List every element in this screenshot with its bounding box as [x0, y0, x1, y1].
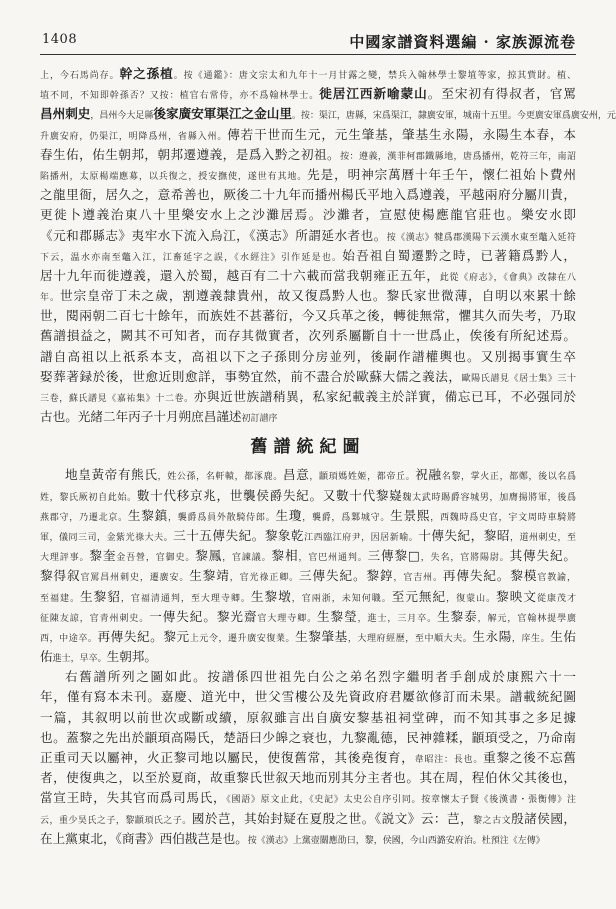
main-text: 在上黨東北，《商書》西伯戡芑是也。: [40, 830, 248, 846]
main-text: 國於芑，其始封疑在夏殷之世。《説文》云：芑，: [191, 810, 474, 826]
text-line: [40, 687, 576, 707]
page-number: 1408: [42, 32, 78, 47]
annotation-text: ，姓公孫，名軒轅，都涿鹿。: [157, 472, 283, 483]
main-text: 生黎瑩: [317, 608, 358, 624]
main-text: 一篇，其叙明以前世次或斷或續，原叙雖言出自廣安黎基祖祠堂碑，而不知其事之多足據: [40, 709, 576, 725]
main-text: 黎得叙: [40, 568, 81, 584]
main-text: 三傳黎□: [367, 548, 421, 564]
text-line: [40, 185, 576, 205]
annotation-text: ，顓頊媽姓姬，都帝丘。: [309, 472, 416, 483]
main-text: 至元無紀: [391, 588, 447, 604]
main-text: 黎錞: [366, 568, 394, 584]
main-text: 黎光齋: [216, 608, 258, 624]
annotation-text: ，進士，三月卒。: [357, 613, 438, 624]
text-line: [40, 486, 576, 506]
main-text: 黎元: [163, 628, 190, 644]
text-line: [40, 587, 576, 607]
annotation-text: 魏太武時賜爵容城男，加膺揚將軍，後爲: [402, 492, 577, 503]
annotation-text: ，官兩浙，未知何職。: [291, 593, 392, 604]
main-text: 其傳失紀。: [509, 548, 577, 564]
annotation-text: 按章懷太子賢《後漢書・張衡傳》注: [421, 795, 576, 806]
annotation-text: 官大理寺卿。: [257, 613, 318, 624]
main-text: 譜自高祖以上祇系本支，高祖以下之子孫則分房並列，後嗣作譜權輿也。又別揭事實生卒: [40, 348, 576, 364]
text-line: [40, 748, 576, 768]
main-text: 更徙卜遵義治東八十里樂安水上之沙灘居焉。沙灘者，宣慰使楊應龍官莊也。樂安水即: [40, 207, 576, 223]
main-text: 之龍里衙，居久之，意希善也，厥後二十九年而播州楊氏平地入爲遵義，平越兩府分屬川貴，: [40, 187, 576, 203]
annotation-text: ，官福清通判，至大理寺卿。: [120, 593, 251, 604]
text-line: [40, 145, 576, 165]
annotation-text: 官教諭，: [537, 573, 577, 584]
annotation-text: 名黎，掌火正，都鄭，後以名爲: [441, 472, 577, 483]
main-text: 亦與近世族譜稍異，私家紀載義主於詳實，備忘已耳，不必强同於: [193, 389, 576, 404]
text-line: [40, 205, 576, 225]
annotation-text: ，襲爵，爲鄴城守。: [302, 512, 391, 523]
main-text: 地皇黃帝有熊氏: [65, 467, 158, 483]
annotation-text: 進士，早卒。: [52, 654, 107, 665]
genealogy-chart-text: [40, 465, 576, 667]
main-text: 生黎肇基: [295, 628, 348, 644]
main-text: 生黎靖: [189, 568, 230, 584]
annotation-text: ，官巴州通判。: [298, 553, 368, 564]
annotation-text: 《國語》原文止此，《史記》太史公自序引同。: [226, 795, 422, 806]
main-text: 佑: [40, 649, 53, 665]
annotation-text: 按《漢志》犍爲郡漢陽下云漢水東至鼈入延符: [386, 232, 576, 243]
main-text: 黎鳳: [195, 548, 223, 564]
text-line: [40, 708, 576, 728]
annotation-text: 此從《府志》，《會典》改隸在八: [439, 272, 576, 283]
main-text: 生黎貂: [80, 588, 121, 604]
text-line: [40, 326, 576, 346]
annotation-text: 征陳友諒，官青州刺史。: [40, 613, 150, 624]
text-line: [40, 829, 576, 849]
annotation-text: 大理評事。: [40, 553, 90, 564]
main-text: 者，使復典之，以至於夏商，故重黎氏世叙天地而別其分主者也。其在周，程伯休父其後也，: [40, 770, 576, 786]
main-text: 黎映文: [496, 588, 537, 604]
main-text: 娶葬著録於後，世愈近則愈詳，事勢宜然，前不盡合於歐蘇大儒之義法，: [40, 368, 462, 384]
text-line: [40, 768, 576, 788]
main-text: 生黎泰: [437, 608, 478, 624]
main-text: 再傳失紀。: [97, 628, 164, 644]
main-text: 再傳失紀。: [442, 568, 511, 584]
main-text: 又數十代黎嶷: [322, 487, 403, 503]
main-text: 正重司天以屬神，火正黎司地以屬民，使復舊常，其後堯復育，: [40, 750, 415, 765]
annotation-text: 。按《通鑑》：唐文宗太和九年十一月甘露之變，禁兵入翰林學士黎埴等家，掠其貲財。植、: [173, 71, 576, 81]
main-text: 世，閱兩朝二百七十餘年，而族姓不甚蕃衍，今又兵革之後，轉徙無常，懼其久而失考，乃取: [40, 308, 576, 324]
text-line: [40, 64, 576, 84]
text-line: [40, 607, 576, 627]
main-text: 三十五傳失紀。黎象乾: [173, 527, 305, 543]
text-line: [40, 506, 576, 526]
annotation-text: 歐陽氏譜見《居士集》三十: [461, 373, 576, 384]
annotation-text: 黎之古文: [473, 815, 512, 826]
main-text: 徙居江西新喻蒙山: [319, 86, 428, 102]
annotation-text: 埴不同，不知即幹孫否？又按：植官右常侍，亦不爲翰林學士。: [40, 91, 320, 102]
preface-paragraph: [40, 64, 616, 427]
text-line: [40, 809, 576, 829]
main-text: 始吾祖自蜀遷黔之時，已著籍爲黔人，: [342, 247, 576, 263]
text-line: [40, 407, 576, 427]
main-text: 生佑: [550, 628, 576, 644]
text-line: [40, 627, 576, 647]
text-line: [40, 465, 576, 485]
annotation-text: 云，重少昊氏之子，黎顓頊氏之子。: [40, 815, 192, 826]
text-line: [40, 286, 576, 306]
text-line: [40, 788, 576, 808]
annotation-text: 升廣安府，仍渠江，明降爲州，省縣入州。: [40, 131, 228, 142]
annotation-text: 韋昭注：長也。: [414, 755, 484, 765]
text-line: [40, 266, 576, 286]
text-line: [40, 84, 576, 104]
main-text: 生黎墩: [250, 588, 292, 604]
main-text: 生瓊: [275, 507, 303, 523]
annotation-text: 江西臨江府尹，因居新喻。: [304, 532, 419, 543]
main-text: 生永陽: [472, 628, 512, 644]
annotation-text: 年。: [40, 293, 61, 304]
main-text: 年，僅有寫本未刊。嘉慶、道光中，世父雪樓公及先資政府君屢欲修訂而未果。譜載統紀圖: [40, 689, 576, 705]
main-text: 生黎鎮: [127, 507, 169, 523]
main-text: 黎奎: [89, 548, 117, 564]
page-header: [40, 28, 576, 55]
main-text: 右舊譜所列之圖如此。按譜係四世祖先白公之弟名烈字繼明者手創成於康熙六十一: [65, 669, 576, 685]
annotation-text: ，失名，官將陽尉。: [420, 553, 510, 564]
annotation-text: ，官諫議。: [222, 553, 272, 564]
annotation-text: 按：遵義，漢菲柯郡鐵縣地，唐爲播州，乾符三年，南詔: [340, 151, 576, 162]
annotation-text: 。按：渠江，唐縣，宋爲渠江，隸廣安軍，城南十五里。今更廣安軍爲廣安州，元: [291, 111, 616, 122]
text-line: [40, 125, 576, 145]
annotation-text: 姓，黎氏厥初自此始。: [40, 492, 137, 503]
text-line: [40, 526, 576, 546]
annotation-text: 燕郡守，乃遷北京。: [40, 512, 128, 523]
text-line: [40, 728, 576, 748]
annotation-text: ，襲爵爲員外散騎侍郎。: [168, 512, 276, 523]
main-text: 先是，明神宗萬曆十年壬午，懷仁祖始卜費州: [307, 166, 576, 182]
text-line: [40, 347, 576, 367]
main-text: 重黎之後不忘舊: [483, 750, 576, 765]
annotation-text: ，庠生。: [511, 633, 551, 644]
main-text: 傳若干世而生元，元生肇基，肇基生永陽，永陽生本春，本: [227, 126, 576, 142]
main-text: 昌意: [282, 467, 310, 483]
annotation-text: ，官吉州。: [393, 573, 443, 584]
annotation-text: 下云，温水亦南至鼈入江，江畜延字之誤，《水經注》引作延是也。: [40, 252, 343, 263]
annotation-text: ，西魏時爲史官，宇文周時車騎將: [430, 512, 576, 523]
main-text: 黎相: [271, 548, 299, 564]
main-text: 生朝邦。: [106, 649, 157, 665]
annotation-text: 金吾營，官御史。: [116, 553, 196, 564]
main-text: 舊譜損益之，闕其不可知者，而存其微實者，次列系屬斷自十一世爲止，俟後有所紀述焉。: [40, 328, 576, 344]
main-text: 昌州刺史: [40, 106, 91, 122]
main-text: 生景熙: [390, 507, 431, 523]
text-line: [40, 104, 616, 124]
main-text: 古也。光緒二年丙子十月朔庶昌謹述: [40, 409, 242, 425]
text-line: [40, 566, 576, 586]
main-text: 一傳失紀。: [149, 608, 217, 624]
main-text: 居十九年而徙遵義，還入於蜀，越百有二十六載而當我朝雍正五年，: [40, 267, 440, 283]
main-text: 數十代移京兆，世襲侯爵失紀。: [136, 487, 323, 503]
text-line: [40, 367, 576, 387]
main-text: 。至宋初有得叔者，官罵: [427, 86, 576, 102]
annotation-text: 軍，儀同三司，金紫光祿大夫。: [40, 532, 174, 543]
text-line: [40, 667, 576, 687]
main-text: 黎模: [510, 568, 538, 584]
text-line: [40, 226, 576, 246]
running-title: 中國家譜資料選編 · 家族源流卷: [349, 33, 576, 51]
annotation-text: 三卷，蘇氏譜見《嘉祐集》十二卷。: [40, 394, 194, 404]
text-line: [40, 306, 576, 326]
annotation-text: ，道州刺史，至: [509, 532, 576, 543]
annotation-text: ，解元，官翰林提學廣: [477, 613, 577, 624]
annotation-text: ，昌州今大足縣: [90, 111, 154, 122]
main-text: 《元和郡縣志》夷牢水下流入烏江，《漢志》所謂延水者也。: [40, 227, 387, 243]
annotation-text: ，官光祿正卿。: [229, 573, 300, 584]
annotation-text: ，復蒙山。: [446, 593, 497, 604]
section-title: 舊譜統紀圖: [250, 437, 366, 458]
annotation-text: 初訂譜序: [241, 414, 278, 425]
annotation-text: 官罵昌州刺史，遷廣安。: [80, 573, 190, 584]
main-text: 祝融: [415, 467, 442, 483]
main-text: 後家廣安軍渠江之金山里: [153, 106, 292, 122]
annotation-text: 陷播州，太原楊端應募，以兵復之，授安撫使，遂世有其地。: [40, 171, 308, 182]
main-text: 世宗皇帝丁未之歲，割遵義隸貴州，故又復爲黔人也。黎氏家世微薄，自明以來累十餘: [60, 288, 576, 304]
annotation-text: 西，中途卒。: [40, 633, 98, 644]
main-text: 三傳失紀。: [299, 568, 367, 584]
text-line: [40, 387, 576, 407]
page-body: [40, 64, 616, 849]
main-text: 十傳失紀，黎昭: [418, 527, 510, 543]
text-line: [40, 546, 576, 566]
annotation-text: 上元令，遷升廣安復業。: [189, 633, 296, 644]
text-line: [40, 165, 576, 185]
main-text: 也。蓋黎之先出於顓頊高陽氏，楚語曰少皞之衰也，九黎亂德，民神雜糅，顓頊受之，乃命南: [40, 729, 576, 745]
annotation-text: ，大理府經歷，至中順大夫。: [347, 633, 473, 644]
annotation-text: 至福建。: [40, 593, 81, 604]
annotation-text: 上，今石馬尚存。: [40, 71, 120, 81]
main-text: 春生佑，佑生朝邦，朝邦遷遵義，是爲入黔之初祖。: [40, 146, 341, 162]
main-text: 當宣王時，失其官而爲司馬氏，: [40, 790, 227, 806]
text-line: [40, 246, 576, 266]
annotation-text: 從康茂才: [536, 593, 576, 604]
main-text: 幹之孫植: [119, 66, 174, 81]
main-text: 殷諸侯國，: [511, 810, 576, 826]
text-line: [40, 647, 576, 667]
annotation-text: 按《漢志》上黨壺關應劭曰，黎，侯國，今山西潞安府治。杜預注《左傳》: [247, 835, 545, 846]
commentary-paragraph: [40, 667, 576, 849]
